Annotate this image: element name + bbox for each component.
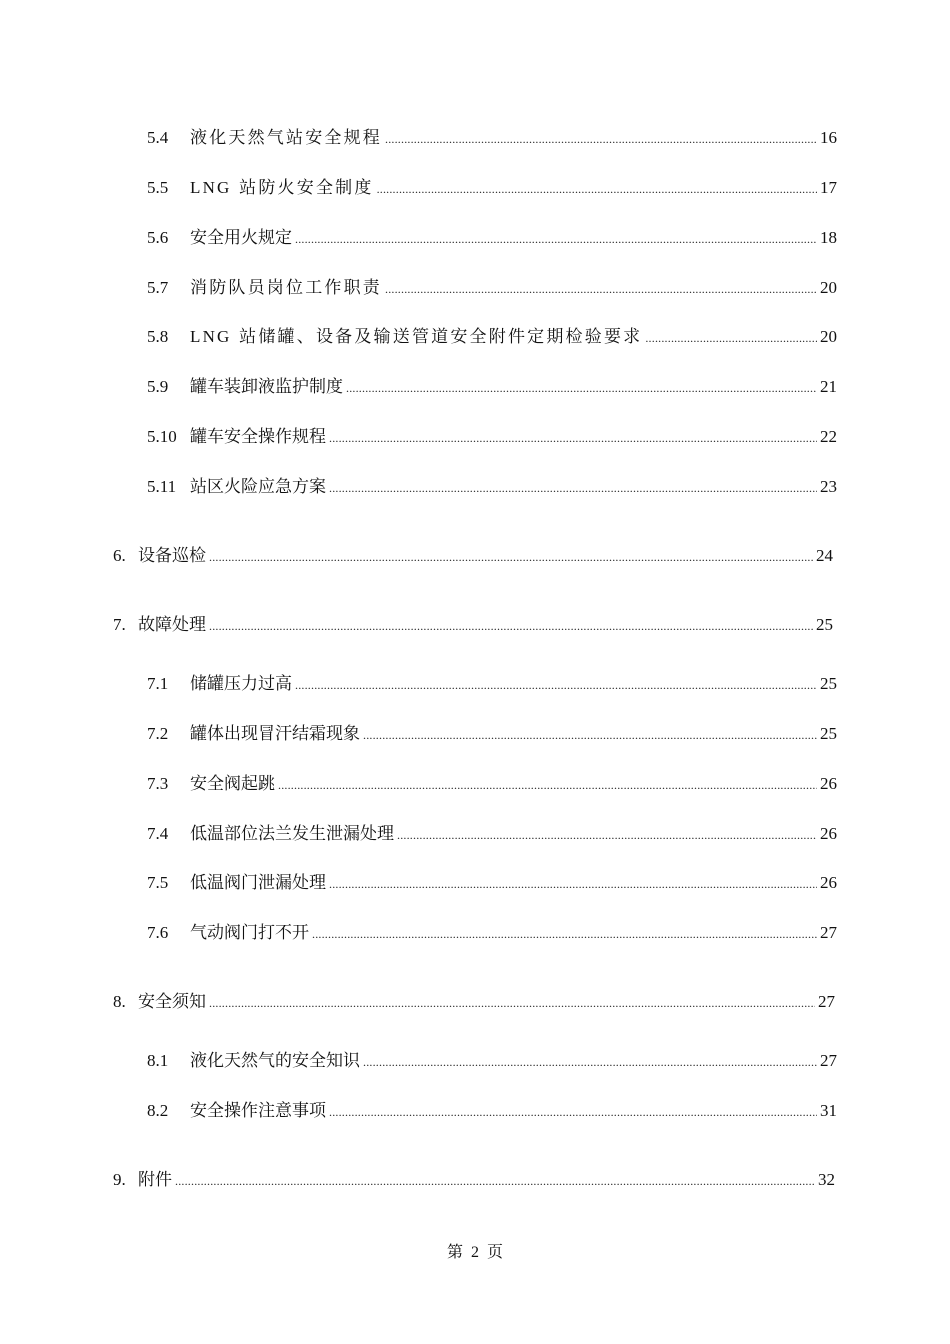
toc-entry-page: 27	[820, 1051, 837, 1070]
page-footer	[0, 1242, 950, 1264]
toc-entry-page: 26	[820, 774, 837, 793]
toc-entry[interactable]	[147, 771, 837, 797]
footer-prefix: 第	[446, 1244, 463, 1261]
toc-entry-page: 31	[820, 1101, 837, 1120]
toc-entry-number: 5.10	[147, 427, 177, 446]
toc-entry[interactable]	[147, 1098, 837, 1124]
toc-entry-page: 21	[820, 377, 837, 396]
toc-entry[interactable]	[147, 870, 837, 896]
toc-entry-number: 8.	[113, 992, 126, 1011]
toc-entry-title: 故障处理	[138, 615, 206, 635]
toc-leader-dots	[645, 325, 817, 351]
toc-entry-title: 安全须知	[138, 992, 206, 1012]
toc-entry-number: 7.6	[147, 923, 169, 942]
toc-entry[interactable]	[147, 1048, 837, 1074]
toc-leader-dots	[295, 672, 817, 698]
toc-leader-dots	[329, 425, 817, 451]
toc-entry-title-text: 站防火安全制度	[239, 178, 374, 198]
toc-leader-dots	[175, 1168, 815, 1194]
toc-leader-dots	[385, 126, 817, 152]
toc-entry-number: 7.4	[147, 824, 169, 843]
toc-entry-number: 7.3	[147, 774, 169, 793]
toc-entry-page: 23	[820, 477, 837, 496]
toc-entry-title: 安全操作注意事项	[190, 1101, 326, 1121]
toc-leader-dots	[385, 276, 817, 302]
toc-entry-title: 附件	[138, 1170, 172, 1190]
toc-entry-title: 罐车安全操作规程	[190, 427, 326, 447]
toc-entry-page: 25	[820, 674, 837, 693]
toc-entry-title-prefix: LNG	[190, 178, 232, 197]
toc-entry-title: 站区火险应急方案	[190, 477, 326, 497]
toc-entry-number: 7.2	[147, 724, 169, 743]
toc-entry[interactable]	[147, 920, 837, 946]
toc-chapter-entry[interactable]	[113, 612, 833, 638]
toc-entry[interactable]	[147, 374, 837, 400]
toc-entry-title-text: 站储罐、设备及输送管道安全附件定期检验要求	[239, 327, 643, 347]
footer-page-number: 2	[471, 1244, 479, 1261]
toc-entry-page: 25	[820, 724, 837, 743]
toc-entry-title	[190, 175, 374, 201]
toc-leader-dots	[329, 871, 817, 897]
toc-entry-number: 5.4	[147, 128, 169, 147]
toc-entry[interactable]	[147, 125, 837, 151]
toc-entry[interactable]	[147, 721, 837, 747]
toc-entry-page: 20	[820, 278, 837, 297]
toc-leader-dots	[278, 772, 817, 798]
toc-entry-page: 17	[820, 178, 837, 197]
toc-entry-number: 5.8	[147, 327, 169, 346]
toc-entry-number: 7.1	[147, 674, 169, 693]
toc-entry-title: 液化天然气站安全规程	[190, 128, 382, 148]
toc-leader-dots	[312, 921, 817, 947]
toc-entry[interactable]	[147, 821, 837, 847]
toc-leader-dots	[397, 822, 817, 848]
toc-entry-title: 液化天然气的安全知识	[190, 1051, 360, 1071]
toc-entry-number: 5.6	[147, 228, 169, 247]
toc-leader-dots	[295, 226, 817, 252]
toc-leader-dots	[363, 722, 817, 748]
toc-entry-page: 20	[820, 327, 837, 346]
toc-entry-number: 5.11	[147, 477, 177, 496]
toc-entry-page: 27	[818, 992, 835, 1011]
toc-entry-page: 26	[820, 873, 837, 892]
toc-entry[interactable]	[147, 175, 837, 201]
toc-entry-title: 储罐压力过高	[190, 674, 292, 694]
toc-entry-number: 5.9	[147, 377, 169, 396]
toc-entry[interactable]	[147, 324, 837, 350]
toc-entry-title: 安全用火规定	[190, 228, 292, 248]
toc-leader-dots	[377, 176, 817, 202]
toc-chapter-entry[interactable]	[113, 989, 835, 1015]
toc-entry-number: 5.7	[147, 278, 169, 297]
toc-entry-page: 18	[820, 228, 837, 247]
toc-entry-title: 设备巡检	[138, 546, 206, 566]
toc-entry-title	[190, 324, 642, 350]
toc-entry[interactable]	[147, 474, 837, 500]
toc-entry-number: 9.	[113, 1170, 126, 1189]
toc-entry-page: 25	[816, 615, 833, 634]
toc-entry-number: 7.5	[147, 873, 169, 892]
toc-chapter-entry[interactable]	[113, 543, 833, 569]
toc-entry[interactable]	[147, 671, 837, 697]
toc-entry[interactable]	[147, 225, 837, 251]
toc-entry-number: 5.5	[147, 178, 169, 197]
toc-entry-number: 8.1	[147, 1051, 169, 1070]
toc-entry-number: 6.	[113, 546, 126, 565]
toc-leader-dots	[329, 475, 817, 501]
toc-entry-number: 7.	[113, 615, 126, 634]
toc-entry-title: 罐车装卸液监护制度	[190, 377, 343, 397]
toc-entry-page: 26	[820, 824, 837, 843]
toc-leader-dots	[209, 613, 813, 639]
toc-entry[interactable]	[147, 275, 837, 301]
toc-entry-page: 32	[818, 1170, 835, 1189]
toc-leader-dots	[346, 375, 817, 401]
toc-entry-title: 罐体出现冒汗结霜现象	[190, 724, 360, 744]
toc-entry-title: 低温部位法兰发生泄漏处理	[190, 824, 394, 844]
toc-chapter-entry[interactable]	[113, 1167, 835, 1193]
toc-entry[interactable]	[147, 424, 837, 450]
toc-entry-title: 消防队员岗位工作职责	[190, 278, 382, 298]
toc-entry-page: 16	[820, 128, 837, 147]
toc-entry-title: 安全阀起跳	[190, 774, 275, 794]
toc-leader-dots	[329, 1099, 817, 1125]
toc-entry-number: 8.2	[147, 1101, 169, 1120]
toc-entry-page: 22	[820, 427, 837, 446]
toc-leader-dots	[209, 544, 813, 570]
toc-entry-page: 27	[820, 923, 837, 942]
toc-entry-title-prefix: LNG	[190, 327, 232, 346]
toc-leader-dots	[209, 990, 815, 1016]
toc-entry-title: 气动阀门打不开	[190, 923, 309, 943]
toc-entry-title: 低温阀门泄漏处理	[190, 873, 326, 893]
footer-suffix: 页	[487, 1244, 504, 1261]
toc-entry-page: 24	[816, 546, 833, 565]
toc-leader-dots	[363, 1049, 817, 1075]
